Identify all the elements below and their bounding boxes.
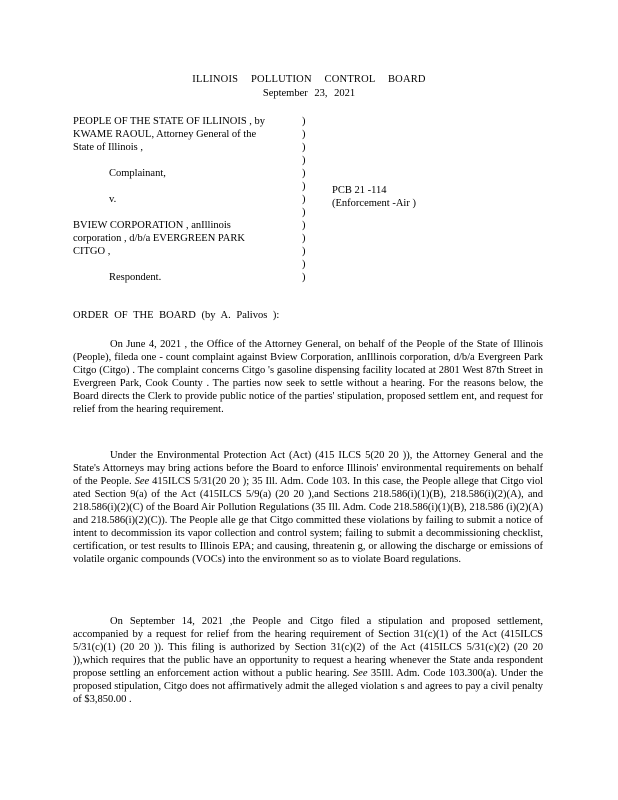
paragraph-statutory — [73, 449, 543, 566]
case-type: (Enforcement -Air ) — [332, 198, 416, 209]
caption-paren: ) — [302, 181, 306, 192]
paragraph-text: 35Ill. Adm. Code 103.300(a). Under the proposed stipulation, Citgo does not affirmatively admit the alleged violation s and agrees to pay a civil penalty of $3,850.00 . — [73, 668, 544, 705]
caption-line — [73, 180, 295, 193]
caption-line — [73, 258, 295, 271]
caption-line: KWAME RAOUL, Attorney General of the — [73, 129, 257, 140]
case-number-block — [332, 184, 416, 210]
case-caption — [73, 115, 543, 300]
caption-paren: ) — [302, 142, 306, 153]
caption-line: corporation , d/b/a EVERGREEN PARK — [73, 233, 245, 244]
see-signal: See — [134, 476, 150, 487]
paragraph-stipulation — [73, 615, 543, 706]
caption-paren: ) — [302, 168, 306, 179]
caption-parentheses — [302, 115, 314, 284]
paragraph-background — [73, 338, 543, 416]
board-name-heading: ILLINOIS POLLUTION CONTROL BOARD — [192, 74, 426, 85]
respondent-label: Respondent. — [109, 272, 162, 283]
case-number: PCB 21 -114 — [332, 185, 387, 196]
caption-paren: ) — [302, 207, 306, 218]
caption-paren: ) — [302, 259, 306, 270]
caption-paren: ) — [302, 246, 306, 257]
paragraph-text: 415ILCS 5/31(20 20 ); 35 Ill. Adm. Code 103. In this case, the People allege that Citgo viol ated Section 9(a) of the Act (415ILCS 5/9(a) (20 20 ),and Sections 218.586(i)(1)(B), 218.586(i)(2)(A), and 218.586(i)(2)(C) of the Board Air Pollution Regulations (35 Ill. Adm. Code 218.586(i)(1)(B), 218.586 (i)(2)(A) and 218.586(i)(2)(C)). The People alle ge that Citgo committed these violations by failing to submit a notice of intent to decommission its vapor collection and control system; failing to submit a decommissioning checklist, certification, or test results to Illinois EPA; and causing, threatenin g, or allowing the discharge or emissions of volatile organic compounds (VOCs) into the environment so as to violate Board regulations. — [73, 476, 543, 565]
caption-parties — [73, 115, 295, 284]
caption-paren: ) — [302, 129, 306, 140]
order-date: September 23, 2021 — [262, 88, 356, 99]
caption-line: State of Illinois , — [73, 142, 143, 153]
caption-line — [73, 154, 295, 167]
order-title: ORDER OF THE BOARD (by A. Palivos ): — [73, 310, 280, 321]
caption-line: BVIEW CORPORATION , anIllinois — [73, 220, 231, 231]
caption-line: CITGO , — [73, 246, 111, 257]
paragraph-text: On September 14, 2021 ,the People and Citgo filed a stipulation and proposed settlement, accompanied by a request for relief from the hearing requirement of Section 31(c)(1) of the Act (415ILCS 5/31(c)(1) (20 20 )). This filing is authorized by Section 31(c)(2) of the Act (415ILCS 5/31(c)(2) (20 20 )),which requires that the public have an opportunity to request a hearing whenever the State anda respondent propose settling an enforcement action without a public hearing. — [73, 616, 543, 679]
complainant-label: Complainant, — [109, 168, 166, 179]
paragraph-text: Under the Environmental Protection Act (Act) (415 ILCS 5(20 20 )), the Attorney General and the State's Attorneys may bring actions before the Board to enforce Illinois' environmental requirements on behalf of the People. — [73, 450, 543, 487]
caption-paren: ) — [302, 116, 306, 127]
caption-paren: ) — [302, 233, 306, 244]
caption-paren: ) — [302, 220, 306, 231]
versus-label: v. — [109, 194, 117, 205]
caption-paren: ) — [302, 194, 306, 205]
caption-line — [73, 206, 295, 219]
see-signal: See — [352, 668, 368, 679]
caption-paren: ) — [302, 155, 306, 166]
caption-line: PEOPLE OF THE STATE OF ILLINOIS , by — [73, 116, 266, 127]
caption-paren: ) — [302, 272, 306, 283]
paragraph-text: On June 4, 2021 , the Office of the Attorney General, on behalf of the People of the State of Illinois (People), fileda one - count complaint against Bview Corporation, anIllinois corporation, d/b/a Evergreen Park Citgo (Citgo) . The complaint concerns Citgo 's gasoline dispensing facility located at 2801 West 87th Street in Evergreen Park, Cook County . The parties now seek to settle without a hearing. For the reasons below, the Board directs the Clerk to provide public notice of the parties' stipulation, proposed settlem ent, and request for relief from the hearing requirement. — [73, 339, 543, 415]
